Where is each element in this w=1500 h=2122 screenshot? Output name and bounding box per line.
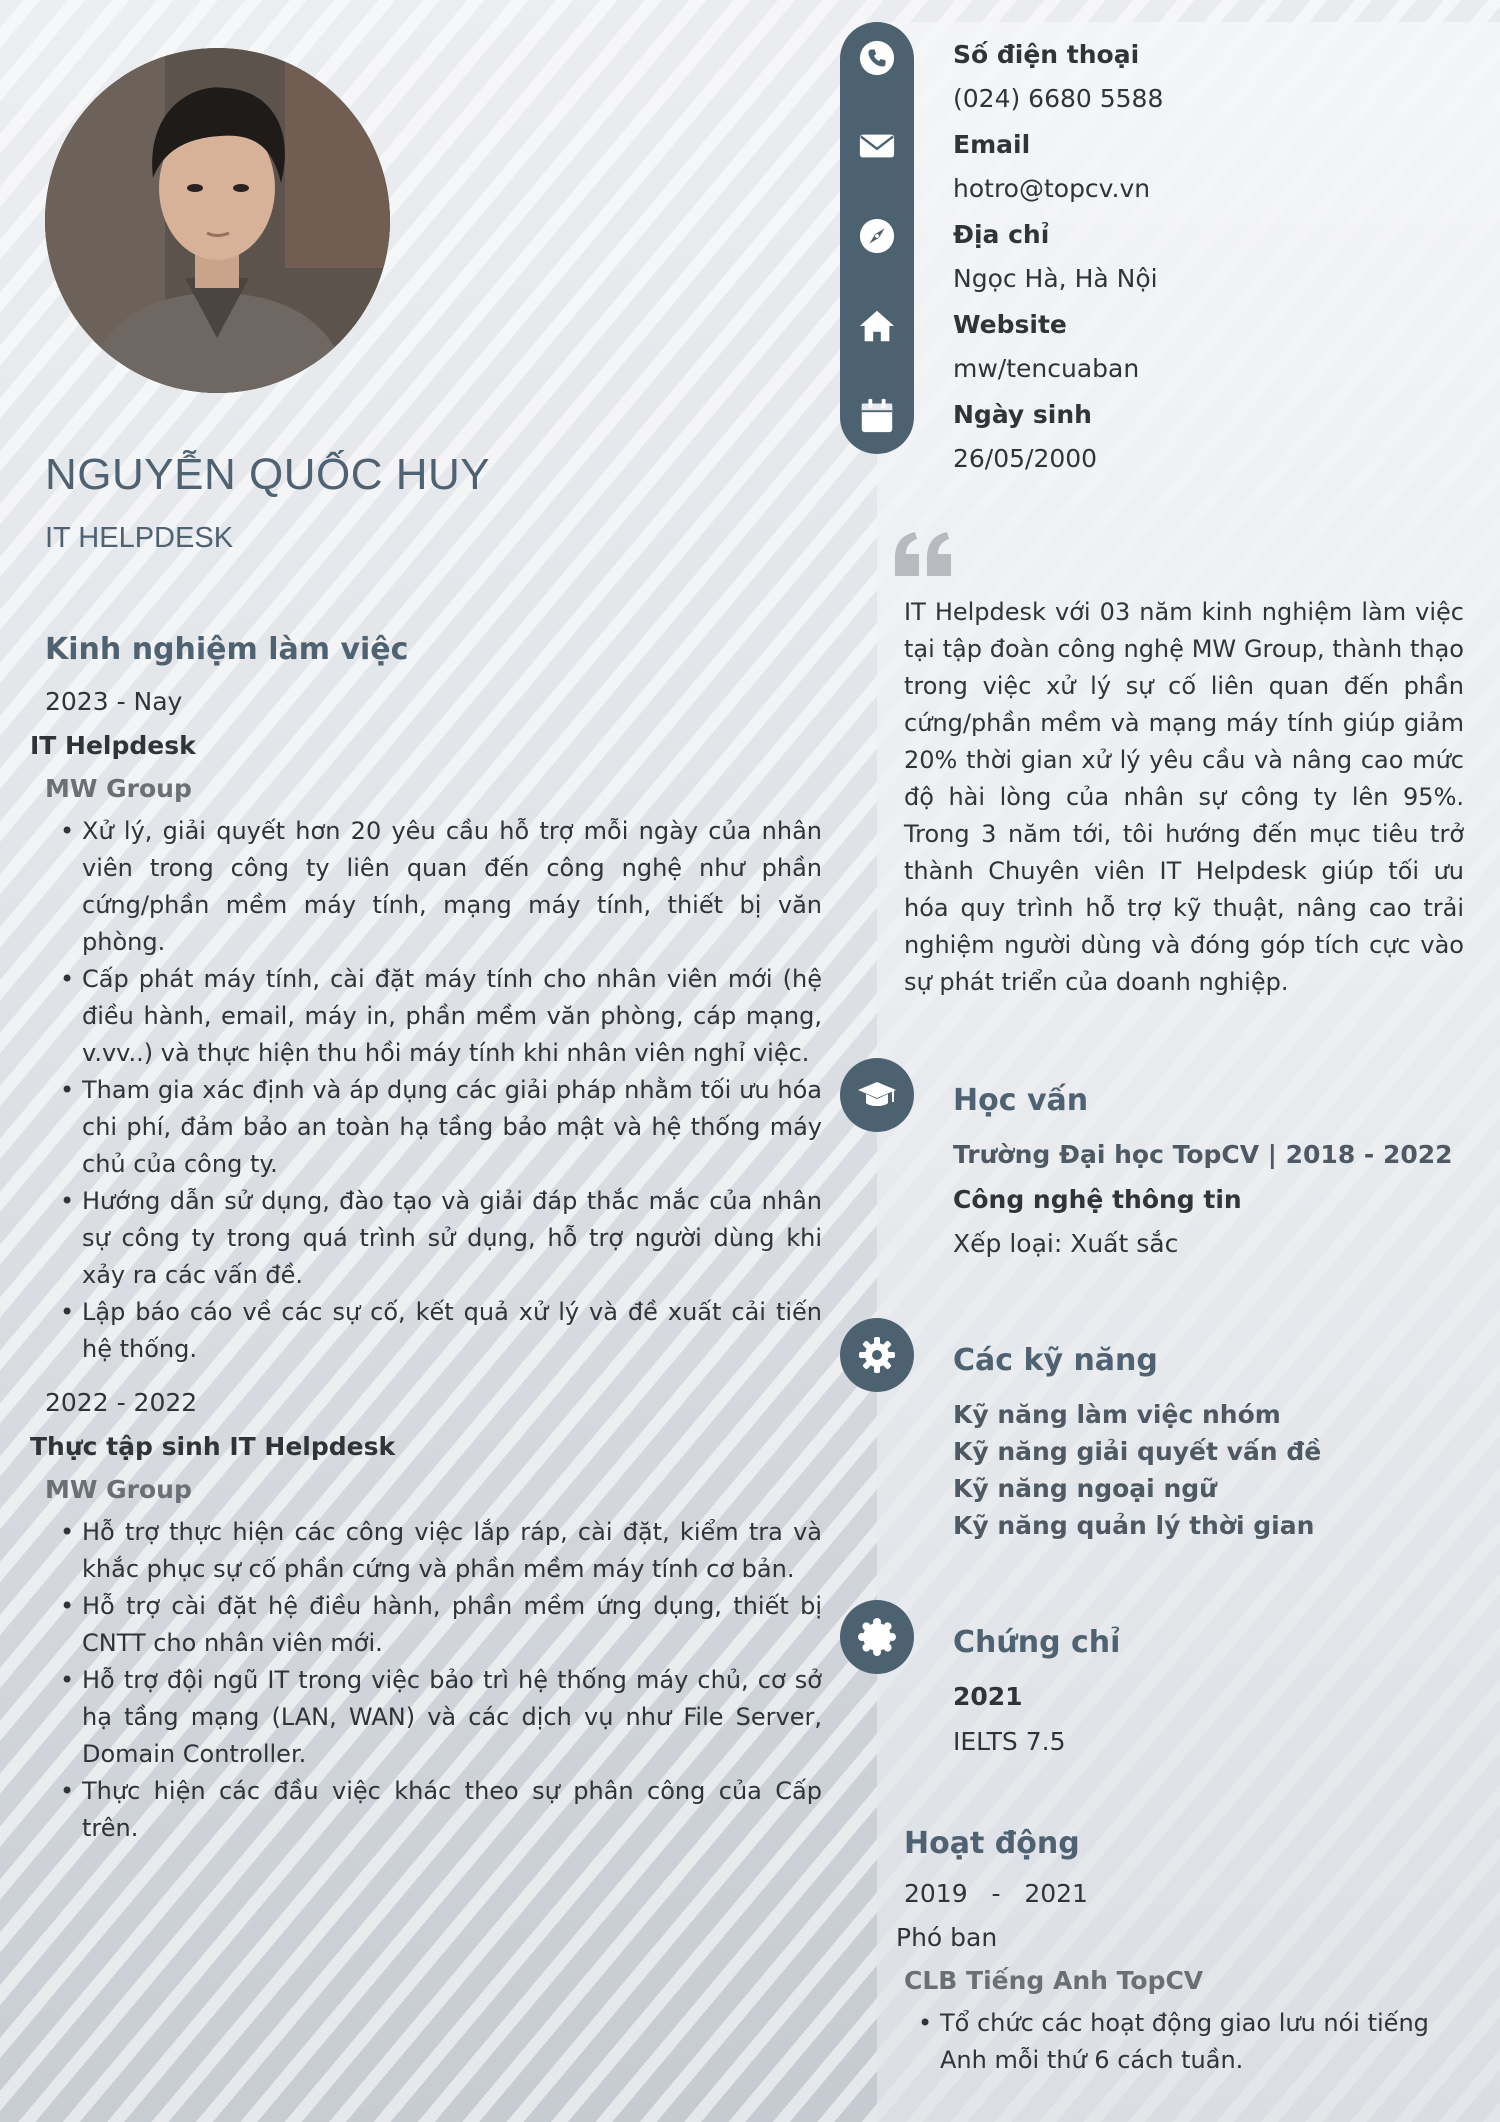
gear-icon (840, 1318, 914, 1392)
job-duties (60, 813, 822, 1368)
list-item: • Hỗ trợ cài đặt hệ điều hành, phần mềm ứng dụng, thiết bị CNTT cho nhân viên mới. (60, 1588, 822, 1662)
phone-icon (857, 38, 897, 78)
job-title: IT Helpdesk (30, 731, 196, 760)
activity-role: Phó ban (896, 1923, 998, 1952)
education-major: Công nghệ thông tin (953, 1185, 1242, 1214)
job-company: MW Group (45, 774, 192, 803)
list-item: • Tham gia xác định và áp dụng các giải pháp nhằm tối ưu hóa chi phí, đảm bảo an toàn hạ tầng bảo mật và hệ thống máy chủ của công ty. (60, 1072, 822, 1183)
activity-org: CLB Tiếng Anh TopCV (904, 1966, 1204, 1995)
skill-item: Kỹ năng ngoại ngữ (953, 1474, 1217, 1503)
activities-title: Hoạt động (904, 1826, 1080, 1861)
job-period: 2022 - 2022 (45, 1388, 198, 1417)
education-title: Học vấn (953, 1083, 1089, 1118)
skill-item: Kỹ năng quản lý thời gian (953, 1511, 1315, 1540)
certificate-name: IELTS 7.5 (953, 1727, 1066, 1756)
list-item: • Hỗ trợ đội ngũ IT trong việc bảo trì hệ thống máy chủ, cơ sở hạ tầng mạng (LAN, WAN) và các dịch vụ như File Server, Domain Controller. (60, 1662, 822, 1773)
skills-title: Các kỹ năng (953, 1343, 1158, 1378)
graduation-cap-icon (840, 1058, 914, 1132)
career-summary: IT Helpdesk với 03 năm kinh nghiệm làm việc tại tập đoàn công nghệ MW Group, thành thạo trong việc xử lý sự cố liên quan đến phần cứng/phần mềm và mạng máy tính giúp giảm 20% thời gian xử lý yêu cầu và nâng cao mức độ hài lòng của nhân sự công ty lên 95%. Trong 3 năm tới, tôi hướng đến mục tiêu trở thành Chuyên viên IT Helpdesk giúp tối ưu hóa quy trình hỗ trợ kỹ thuật, nâng cao trải nghiệm người dùng và đóng góp tích cực vào sự phát triển của doanh nghiệp. (904, 598, 1464, 996)
avatar (45, 48, 390, 393)
email-label: Email (953, 130, 1031, 159)
list-item: • Hỗ trợ thực hiện các công việc lắp ráp, cài đặt, kiểm tra và khắc phục sự cố phần cứng và phần mềm máy tính cơ bản. (60, 1514, 822, 1588)
envelope-icon (857, 126, 897, 166)
job-entry (30, 687, 822, 1368)
experience-title: Kinh nghiệm làm việc (45, 632, 409, 667)
list-item: • Hướng dẫn sử dụng, đào tạo và giải đáp thắc mắc của nhân sự công ty trong quá trình sử dụng, hỗ trợ người dùng khi xảy ra các vấn đề. (60, 1183, 822, 1294)
job-title: Thực tập sinh IT Helpdesk (30, 1432, 396, 1461)
address-value: Ngọc Hà, Hà Nội (953, 264, 1158, 293)
avatar-portrait (45, 48, 390, 393)
job-period: 2023 - Nay (45, 687, 183, 716)
phone-value: (024) 6680 5588 (953, 84, 1164, 113)
candidate-name: NGUYỄN QUỐC HUY (45, 450, 491, 499)
birthday-label: Ngày sinh (953, 400, 1092, 429)
job-entry (30, 1388, 822, 1847)
website-label: Website (953, 310, 1067, 339)
activities-section (896, 1826, 1456, 2079)
list-item: • Xử lý, giải quyết hơn 20 yêu cầu hỗ trợ mỗi ngày của nhân viên trong công ty liên quan đến công nghệ như phần cứng/phần mềm máy tính, mạng máy tính, thiết bị văn phòng. (60, 813, 822, 961)
candidate-position: IT HELPDESK (45, 522, 234, 554)
certificates-title: Chứng chỉ (953, 1625, 1121, 1660)
education-school: Trường Đại học TopCV | 2018 - 2022 (953, 1140, 1453, 1169)
experience-section (30, 632, 822, 1867)
compass-icon (857, 216, 897, 256)
activity-duties (918, 2005, 1458, 2079)
list-item: • Thực hiện các đầu việc khác theo sự phân công của Cấp trên. (60, 1773, 822, 1847)
skill-item: Kỹ năng làm việc nhóm (953, 1400, 1281, 1429)
job-duties (60, 1514, 822, 1847)
calendar-icon (857, 395, 897, 435)
badge-icon (840, 1600, 914, 1674)
certificate-year: 2021 (953, 1682, 1023, 1711)
quote-icon (893, 530, 955, 582)
job-company: MW Group (45, 1475, 192, 1504)
skill-item: Kỹ năng giải quyết vấn đề (953, 1437, 1322, 1466)
activity-period: 2019 - 2021 (904, 1879, 1088, 1908)
phone-label: Số điện thoại (953, 40, 1140, 69)
list-item: • Tổ chức các hoạt động giao lưu nói tiếng Anh mỗi thứ 6 cách tuần. (918, 2005, 1458, 2079)
birthday-value: 26/05/2000 (953, 444, 1098, 473)
education-grade: Xếp loại: Xuất sắc (953, 1229, 1179, 1258)
email-value: hotro@topcv.vn (953, 174, 1151, 203)
home-icon (857, 306, 897, 346)
list-item: • Cấp phát máy tính, cài đặt máy tính cho nhân viên mới (hệ điều hành, email, máy in, phần mềm văn phòng, cáp mạng, v.vv..) và thực hiện thu hồi máy tính khi nhân viên nghỉ việc. (60, 961, 822, 1072)
website-value: mw/tencuaban (953, 354, 1140, 383)
address-label: Địa chỉ (953, 220, 1050, 249)
list-item: • Lập báo cáo về các sự cố, kết quả xử lý và đề xuất cải tiến hệ thống. (60, 1294, 822, 1368)
